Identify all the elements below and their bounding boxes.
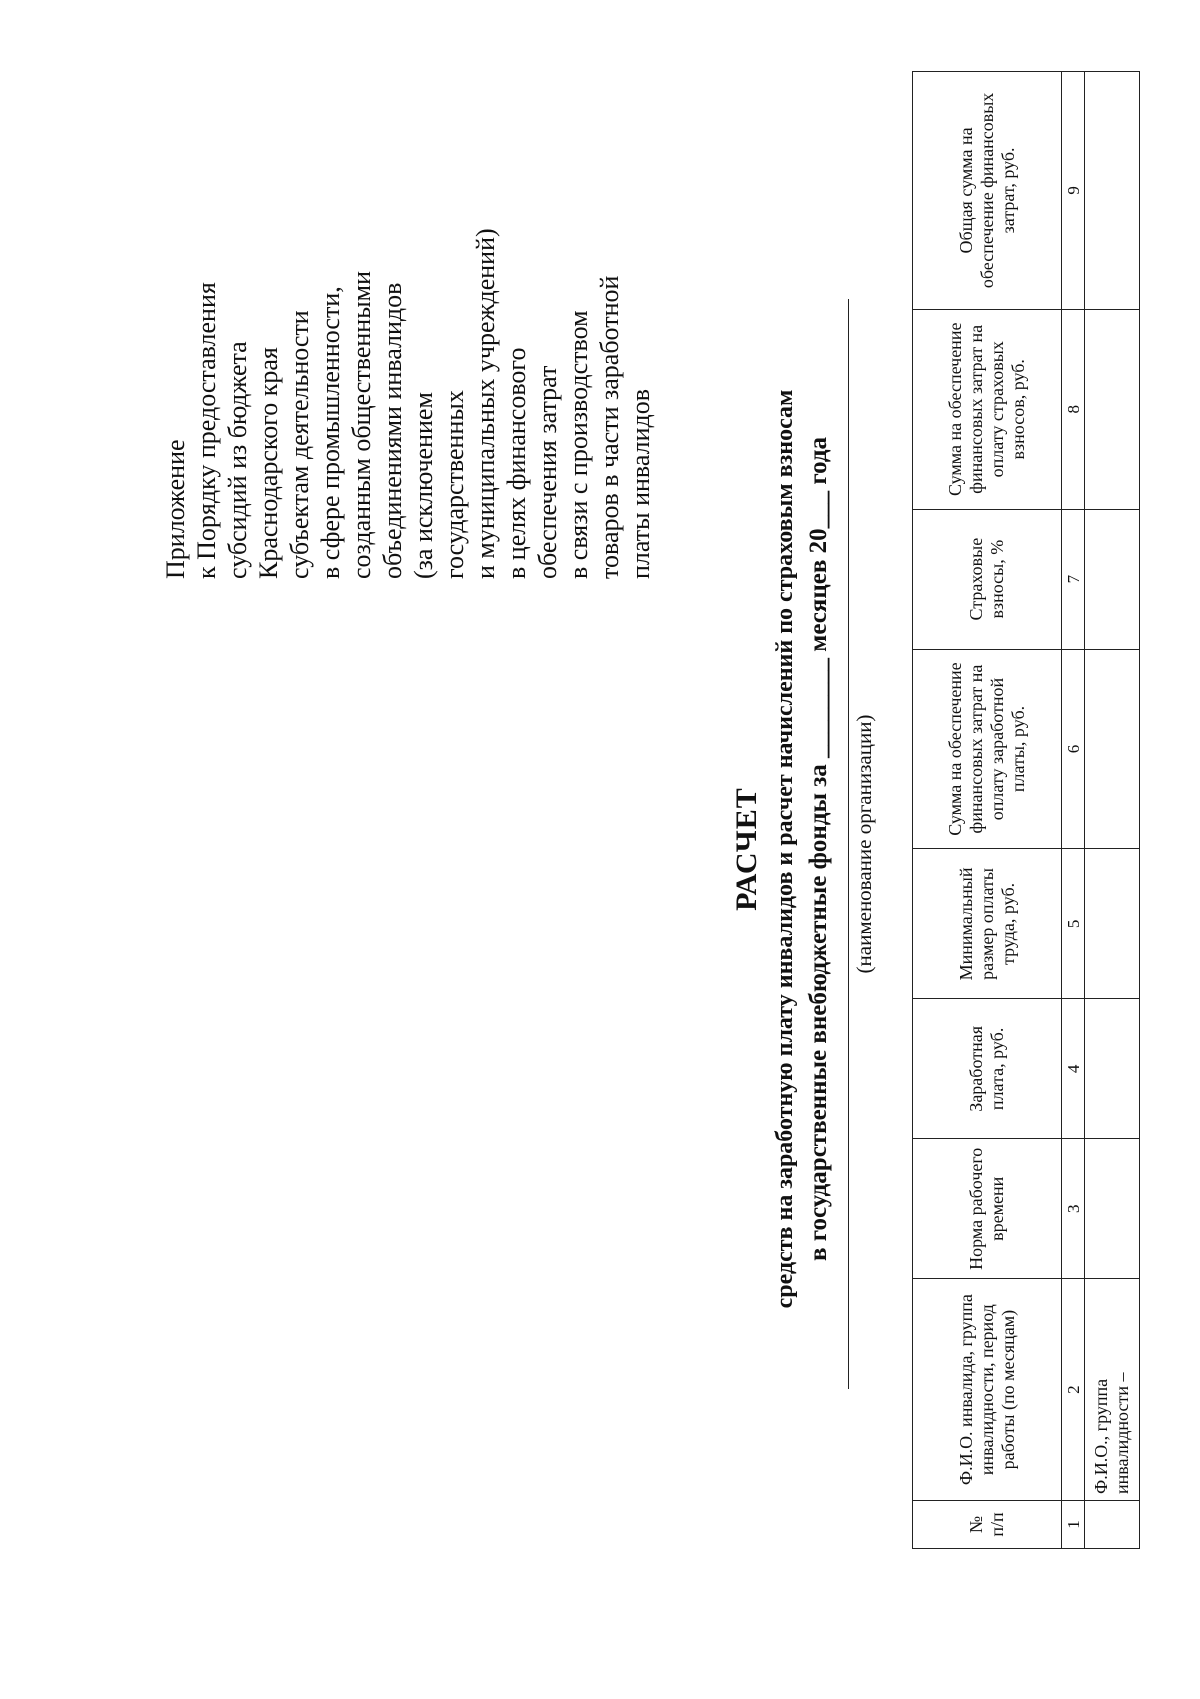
- column-number-cell: 8: [1062, 309, 1085, 509]
- document-title: [730, 199, 833, 1499]
- table-cell[interactable]: [1085, 649, 1140, 849]
- appendix-block: [160, 59, 656, 579]
- column-number-cell: 7: [1062, 509, 1085, 649]
- header-cell: Страховые взносы, %: [913, 509, 1062, 649]
- appendix-line: в связи с производством: [564, 310, 593, 579]
- header-cell: Ф.И.О. инвалида, группа инвалидности, период работы (по месяцам): [913, 1279, 1062, 1501]
- appendix-line: Краснодарского края: [254, 347, 283, 579]
- column-number-cell: 5: [1062, 849, 1085, 999]
- appendix-line: платы инвалидов: [626, 388, 655, 579]
- column-number-cell: 4: [1062, 999, 1085, 1139]
- table-cell[interactable]: [1085, 1501, 1140, 1549]
- appendix-line: субсидий из бюджета: [223, 341, 252, 579]
- title-line-2: в государственные внебюджетные фонды за ________ месяцев 20___ года: [805, 437, 832, 1262]
- appendix-line: товаров в части заработной: [595, 275, 624, 579]
- column-number-cell: 2: [1062, 1279, 1085, 1501]
- appendix-line: (за исключением: [409, 392, 438, 579]
- column-number-cell: 3: [1062, 1139, 1085, 1279]
- column-number-cell: 1: [1062, 1501, 1085, 1549]
- appendix-line: Приложение: [161, 439, 190, 579]
- appendix-line: и муниципальных учреждений): [471, 228, 500, 579]
- appendix-line: в целях финансового: [502, 347, 531, 579]
- calculation-table: [912, 71, 1140, 1549]
- title-line-1: средств на заработную плату инвалидов и расчет начислений по страховым взносам: [772, 389, 798, 1309]
- organization-name-line: [848, 299, 849, 1389]
- table-cell[interactable]: Ф.И.О., группа инвалидности –: [1085, 1279, 1140, 1501]
- table-cell[interactable]: [1085, 72, 1140, 310]
- header-cell: Заработная плата, руб.: [913, 999, 1062, 1139]
- column-number-cell: 6: [1062, 649, 1085, 849]
- appendix-line: обеспечения затрат: [533, 365, 562, 579]
- appendix-line: субъектам деятельности: [285, 310, 314, 579]
- header-cell: Сумма на обеспечение финансовых затрат на оплату заработной платы, руб.: [913, 649, 1062, 849]
- table-cell[interactable]: [1085, 849, 1140, 999]
- header-cell: Норма рабочего времени: [913, 1139, 1062, 1279]
- column-number-row: [1062, 72, 1085, 1549]
- table-cell[interactable]: [1085, 309, 1140, 509]
- table-cell[interactable]: [1085, 1139, 1140, 1279]
- organization-caption: (наименование организации): [852, 714, 876, 974]
- column-number-cell: 9: [1062, 72, 1085, 310]
- header-cell: Минимальный размер оплаты труда, руб.: [913, 849, 1062, 999]
- table-cell[interactable]: [1085, 999, 1140, 1139]
- table-row: [1085, 72, 1140, 1549]
- table-header-row: [913, 72, 1062, 1549]
- appendix-line: в сфере промышленности,: [316, 286, 345, 579]
- table-cell[interactable]: [1085, 509, 1140, 649]
- header-cell: Сумма на обеспечение финансовых затрат на оплату страховых взносов, руб.: [913, 309, 1062, 509]
- appendix-line: к Порядку предоставления: [192, 282, 221, 579]
- title-heading: РАСЧЕТ: [730, 787, 763, 911]
- header-cell: № п/п: [913, 1501, 1062, 1549]
- appendix-line: государственных: [440, 390, 469, 579]
- appendix-line: объединениями инвалидов: [378, 282, 407, 579]
- appendix-line: созданным общественными: [347, 270, 376, 579]
- header-cell: Общая сумма на обеспечение финансовых затрат, руб.: [913, 72, 1062, 310]
